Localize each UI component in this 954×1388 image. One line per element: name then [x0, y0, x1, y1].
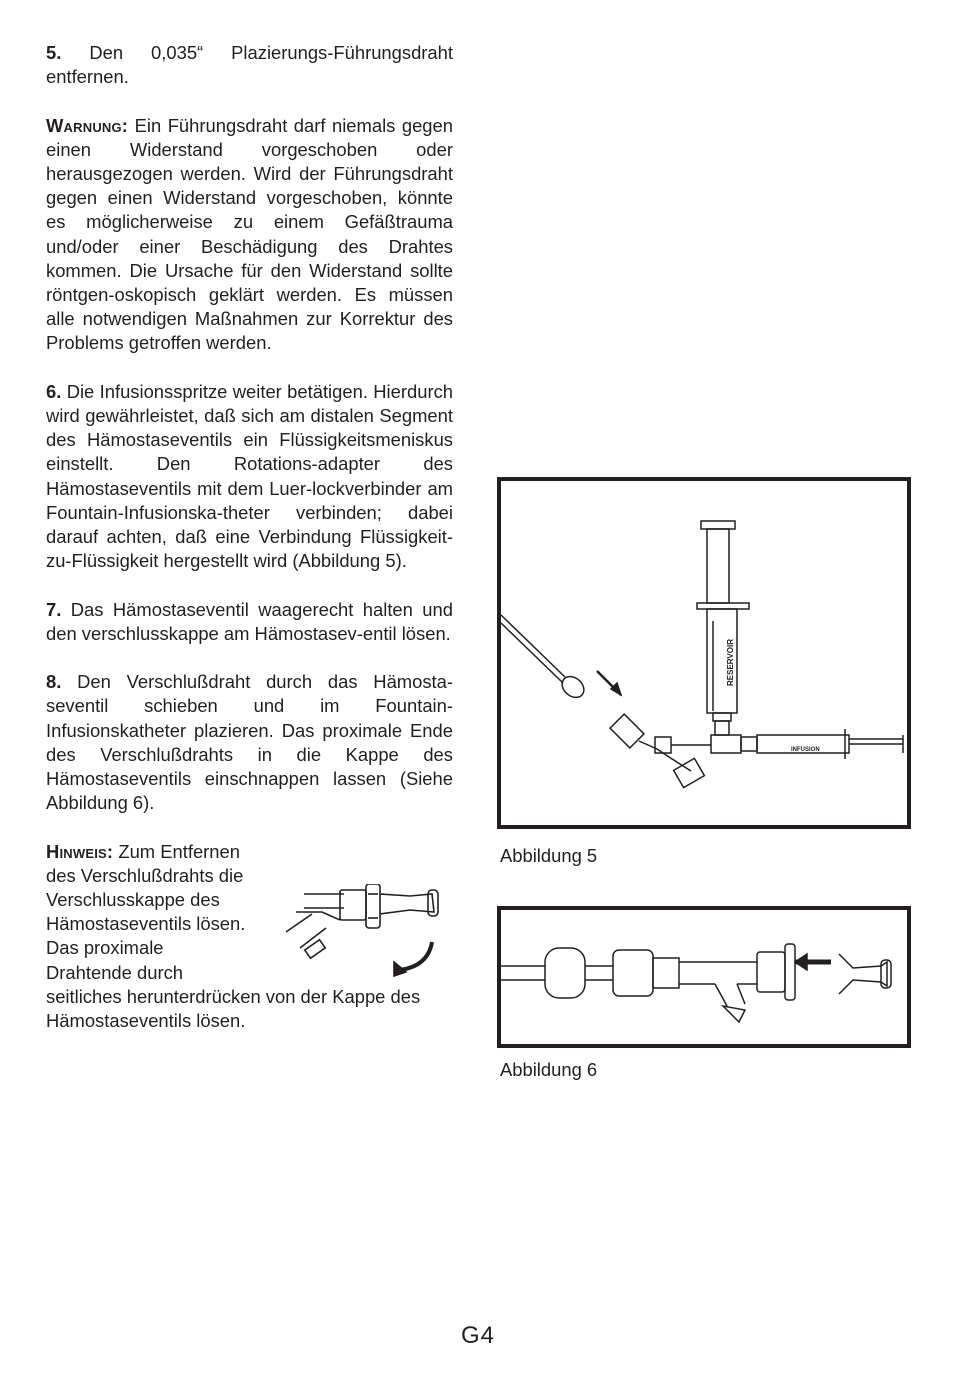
figure-5: [497, 477, 911, 829]
step-text: Die Infusionsspritze weiter betätigen. Hierdurch wird gewährleistet, daß sich am distalen Segment des Hämostaseventils ein Flüssigkeitsmeniskus einstellt. Den Rotations-adapter des Hämostaseventils mit dem Luer-lockverbinder am Fountain-Infusionska-theter verbinden; dabei darauf achten, daß eine Verbindung Flüssigkeit-zu-Flüssigkeit hergestellt wird (Abbildung 5).: [46, 380, 453, 572]
reservoir-label: RESERVOIR: [726, 639, 735, 686]
step-number: 7.: [46, 598, 62, 620]
page-number: G4: [461, 1322, 496, 1349]
warning-paragraph: [46, 114, 453, 356]
warning-text: Ein Führungsdraht darf niemals gegen einen Widerstand vorgeschoben oder herausgezogen werden. Wird der Führungsdraht gegen einen Widerstand vorgeschoben, könnte es möglicherweise zu einem Gefäßtrauma und/oder einer Beschädigung des Drahtes kommen. Die Ursache für den Widerstand sollte röntgen-oskopisch geklärt werden. Es müssen alle notwendigen Maßnahmen zur Korrektur des Problems getroffen werden.: [46, 114, 453, 354]
note-label: Hinweis:: [46, 840, 114, 862]
figure-6: [497, 906, 911, 1048]
note-head: [46, 840, 246, 985]
warning-label: Warnung:: [46, 114, 129, 136]
figure-5-caption: Abbildung 5: [500, 845, 598, 866]
note-tail: seitliches herunterdrücken von der Kappe des Hämostaseventils lösen.: [46, 985, 421, 1032]
note-block: [46, 840, 453, 1034]
step-text: Den 0,035“ Plazierungs-Führungsdraht entfernen.: [46, 42, 453, 88]
step-6: [46, 380, 453, 574]
step-text: Das Hämostaseventil waagerecht halten und den verschlusskappe am Hämostasev-entil lösen.: [46, 598, 453, 644]
step-8: [46, 670, 453, 815]
text-column: [46, 41, 453, 1033]
step-7: [46, 598, 453, 646]
step-number: 5.: [46, 42, 62, 63]
figure-6-caption: Abbildung 6: [500, 1059, 598, 1080]
step-text: Den Verschlußdraht durch das Hämosta-seventil schieben und im Fountain-Infusionskatheter plazieren. Das proximale Ende des Verschlußdrahts in die Kappe des Hämostaseventils einschnappen lassen (Siehe Abbildung 6).: [46, 671, 453, 814]
infusion-label: INFUSION: [791, 747, 820, 753]
step-number: 8.: [46, 671, 62, 693]
note-text: Zum Entfernen des Verschlußdrahts die Verschlusskappe des Hämostaseventils lösen. Das proximale Drahtende durch: [46, 840, 246, 983]
step-5: [46, 41, 453, 89]
valve-cap-illustration: [282, 884, 442, 980]
step-number: 6.: [46, 380, 62, 402]
